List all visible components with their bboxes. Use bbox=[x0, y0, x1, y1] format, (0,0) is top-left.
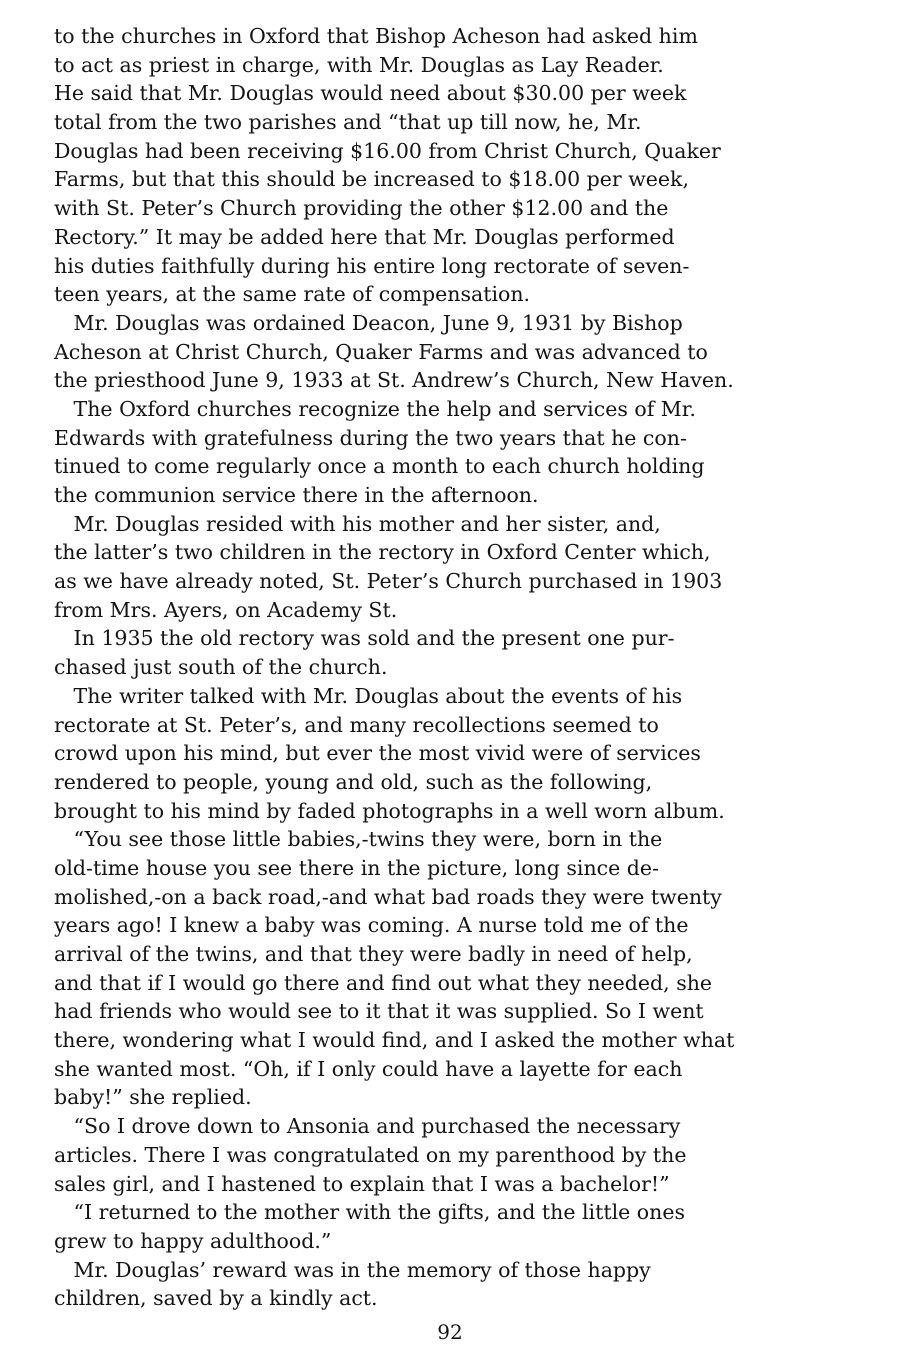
text-line: crowd upon his mind, but ever the most vivid were of services bbox=[54, 741, 701, 766]
text-line: The Oxford churches recognize the help and services of Mr. bbox=[54, 396, 696, 421]
text-line: The writer talked with Mr. Douglas about the events of his bbox=[54, 683, 683, 708]
text-line: Acheson at Christ Church, Quaker Farms and was advanced to bbox=[54, 339, 708, 364]
text-line: rectorate at St. Peter’s, and many recollections seemed to bbox=[54, 712, 659, 737]
text-line: tinued to come regularly once a month to each church holding bbox=[54, 454, 705, 479]
text-line: rendered to people, young and old, such as the following, bbox=[54, 769, 653, 794]
text-line: children, saved by a kindly act. bbox=[54, 1286, 378, 1311]
text-line: sales girl, and I hastened to explain that I was a bachelor!” bbox=[54, 1171, 670, 1196]
text-line: she wanted most. “Oh, if I only could have a layette for each bbox=[54, 1056, 683, 1081]
text-line: articles. There I was congratulated on my parenthood by the bbox=[54, 1142, 687, 1167]
text-line: Edwards with gratefulness during the two years that he con- bbox=[54, 425, 687, 450]
text-line: the priesthood June 9, 1933 at St. Andrew’s Church, New Haven. bbox=[54, 368, 734, 393]
text-line: grew to happy adulthood.” bbox=[54, 1228, 332, 1253]
text-line: In 1935 the old rectory was sold and the present one pur- bbox=[54, 626, 675, 651]
text-line: Farms, but that this should be increased to $18.00 per week, bbox=[54, 167, 689, 192]
text-line: “I returned to the mother with the gifts, and the little ones bbox=[54, 1200, 685, 1225]
text-line: Douglas had been receiving $16.00 from Christ Church, Quaker bbox=[54, 138, 721, 163]
text-line: to act as priest in charge, with Mr. Douglas as Lay Reader. bbox=[54, 52, 664, 77]
text-line: years ago! I knew a baby was coming. A nurse told me of the bbox=[54, 913, 689, 938]
text-line: had friends who would see to it that it was supplied. So I went bbox=[54, 999, 704, 1024]
text-line: teen years, at the same rate of compensation. bbox=[54, 282, 531, 307]
text-line: to the churches in Oxford that Bishop Acheson had asked him bbox=[54, 24, 698, 48]
text-line: baby!” she replied. bbox=[54, 1085, 252, 1110]
text-line: the communion service there in the afternoon. bbox=[54, 483, 539, 507]
text-line: chased just south of the church. bbox=[54, 655, 388, 680]
text-line: Mr. Douglas’ reward was in the memory of those happy bbox=[54, 1257, 651, 1282]
body-text bbox=[54, 22, 854, 1313]
text-line: “So I drove down to Ansonia and purchased the necessary bbox=[54, 1114, 681, 1139]
text-line: from Mrs. Ayers, on Academy St. bbox=[54, 597, 398, 622]
text-line: arrival of the twins, and that they were badly in need of help, bbox=[54, 942, 693, 966]
text-line: his duties faithfully during his entire long rectorate of seven- bbox=[54, 253, 690, 278]
text-line: molished,-on a back road,-and what bad roads they were twenty bbox=[54, 884, 722, 909]
text-line: old-time house you see there in the picture, long since de- bbox=[54, 855, 659, 880]
text-line: with St. Peter’s Church providing the other $12.00 and the bbox=[54, 196, 669, 221]
text-line: Rectory.” It may be added here that Mr. Douglas performed bbox=[54, 224, 675, 249]
page-number: 92 bbox=[437, 1320, 463, 1344]
text-line: “You see those little babies,-twins they were, born in the bbox=[54, 827, 663, 852]
text-line: Mr. Douglas was ordained Deacon, June 9, 1931 by Bishop bbox=[54, 310, 683, 335]
text-line: there, wondering what I would find, and I asked the mother what bbox=[54, 1028, 735, 1053]
text-line: Mr. Douglas resided with his mother and her sister, and, bbox=[54, 511, 661, 536]
text-line: He said that Mr. Douglas would need about $30.00 per week bbox=[54, 81, 687, 106]
text-line: the latter’s two children in the rectory in Oxford Center which, bbox=[54, 540, 711, 565]
text-line: as we have already noted, St. Peter’s Church purchased in 1903 bbox=[54, 569, 723, 594]
text-line: and that if I would go there and find out what they needed, she bbox=[54, 970, 713, 995]
text-line: brought to his mind by faded photographs in a well worn album. bbox=[54, 798, 725, 823]
text-line: total from the two parishes and “that up till now, he, Mr. bbox=[54, 110, 642, 135]
